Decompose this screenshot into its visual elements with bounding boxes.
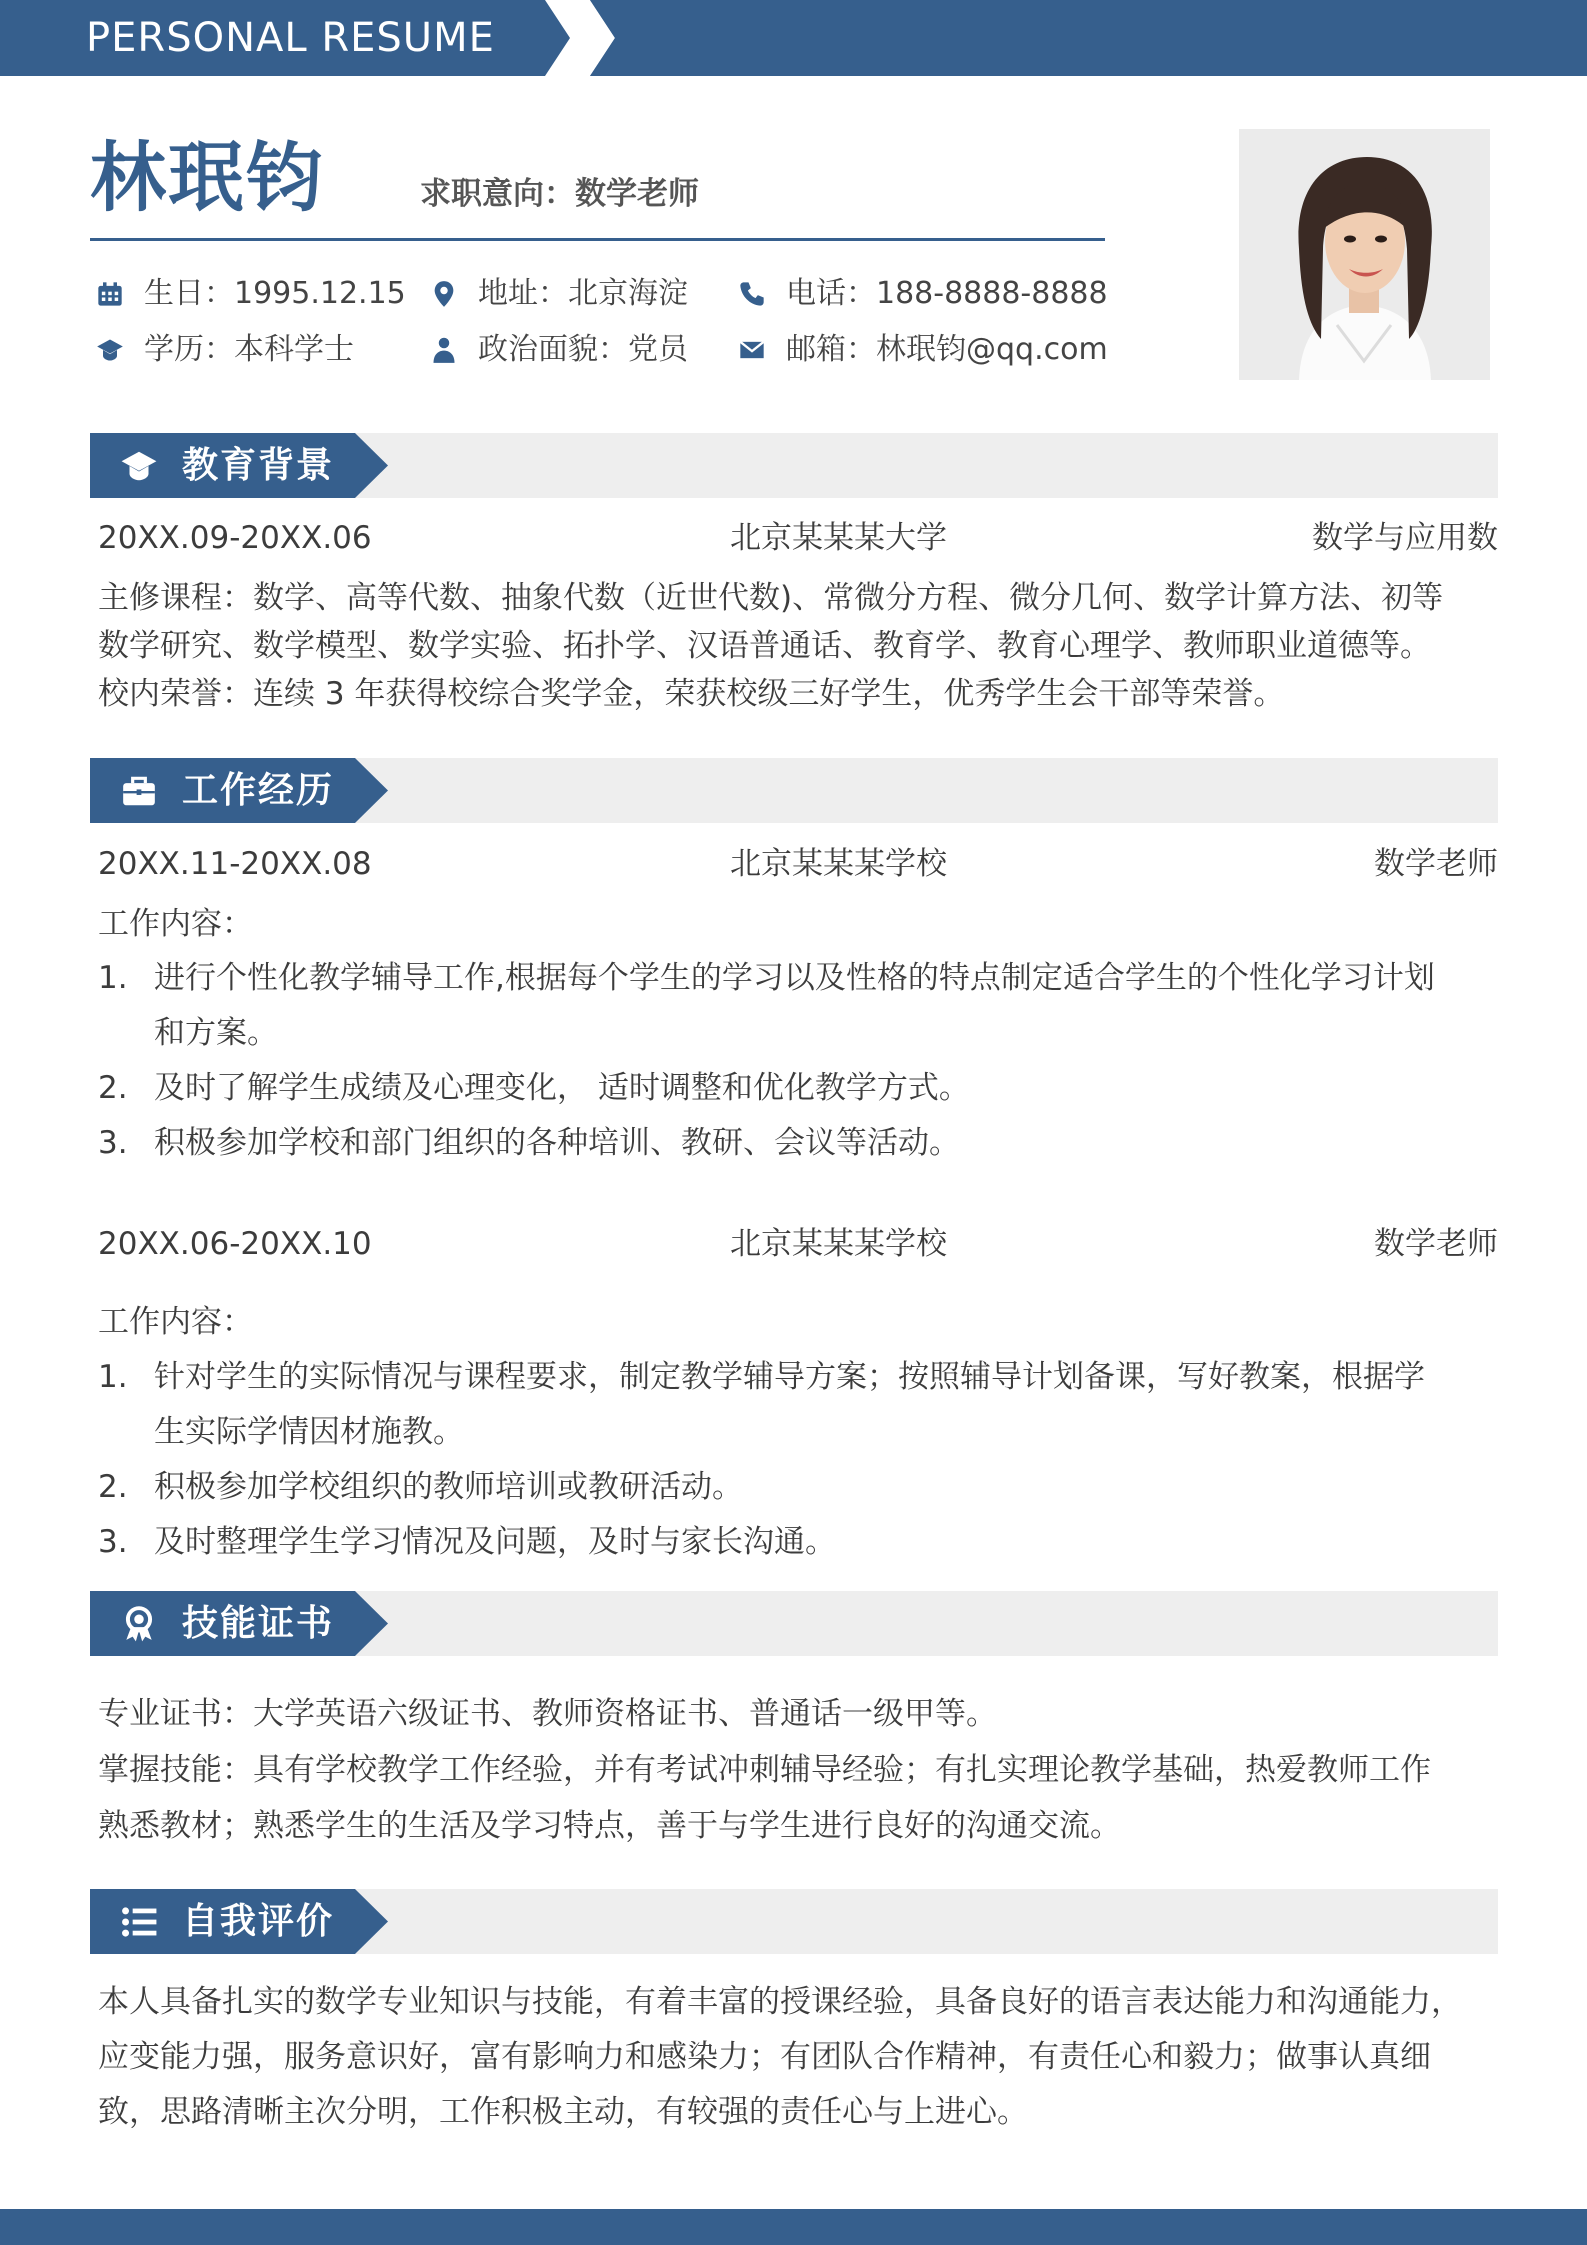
- graduation-cap-icon: [94, 334, 126, 366]
- education-line: 校内荣誉：连续 3 年获得校综合奖学金，荣获校级三好学生，优秀学生会干部等荣誉。: [98, 676, 1285, 712]
- skills-line: 掌握技能：具有学校教学工作经验，并有考试冲刺辅导经验；有扎实理论教学基础，热爱教师工作: [98, 1752, 1431, 1788]
- section-header-self-eval: [90, 1889, 1498, 1954]
- list-number: 3.: [98, 1524, 128, 1560]
- section-header-education: [90, 433, 1498, 498]
- section-title-education: 教育背景: [182, 445, 335, 486]
- list-item: [98, 1061, 1498, 1116]
- education-row: [98, 515, 1498, 561]
- section-title-work: 工作经历: [182, 770, 335, 811]
- section-header-work: [90, 758, 1498, 823]
- mail-icon: [736, 334, 768, 366]
- section-tab: [90, 758, 390, 823]
- education-period: 20XX.09-20XX.06: [98, 520, 372, 556]
- self-eval-text: [98, 1975, 1498, 2140]
- banner-title: PERSONAL RESUME: [86, 15, 495, 61]
- section-tab: [90, 433, 390, 498]
- info-politics: [428, 328, 688, 372]
- top-banner: [0, 0, 1587, 76]
- candidate-name: 林珉钧: [90, 133, 324, 222]
- education-major: 数学与应用数: [1312, 520, 1498, 556]
- info-birthday-text: 生日：1995.12.15: [144, 276, 406, 311]
- info-email-text: 邮箱：林珉钧@qq.com: [786, 332, 1108, 367]
- info-birthday: [94, 272, 406, 316]
- education-line: 数学研究、数学模型、数学实验、拓扑学、汉语普通话、教育学、教育心理学、教师职业道德等。: [98, 628, 1431, 664]
- bottom-banner: [0, 2209, 1587, 2245]
- section-title-self-eval: 自我评价: [182, 1901, 335, 1942]
- name-divider: [90, 238, 1105, 241]
- graduation-cap-icon: [120, 447, 158, 485]
- list-line: 积极参加学校和部门组织的各种培训、教研、会议等活动。: [154, 1125, 960, 1161]
- job-objective: 求职意向：数学老师: [420, 176, 699, 212]
- job-duties-list: [98, 1350, 1498, 1570]
- phone-icon: [736, 278, 768, 310]
- list-item: [98, 1350, 1498, 1460]
- job-period: 20XX.11-20XX.08: [98, 846, 372, 882]
- job-period: 20XX.06-20XX.10: [98, 1226, 372, 1262]
- list-item: [98, 1515, 1498, 1570]
- info-education: [94, 328, 354, 372]
- job-role: 数学老师: [1374, 1226, 1498, 1262]
- skills-line: 专业证书：大学英语六级证书、教师资格证书、普通话一级甲等。: [98, 1696, 997, 1732]
- calendar-icon: [94, 278, 126, 310]
- info-address-text: 地址：北京海淀: [478, 276, 688, 311]
- job-role: 数学老师: [1374, 846, 1498, 882]
- list-line: 及时整理学生学习情况及问题，及时与家长沟通。: [154, 1524, 836, 1560]
- self-eval-line: 应变能力强，服务意识好，富有影响力和感染力；有团队合作精神，有责任心和毅力；做事认真细: [98, 2039, 1431, 2075]
- section-header-skills: [90, 1591, 1498, 1656]
- job-org: 北京某某某学校: [730, 846, 947, 882]
- section-title-skills: 技能证书: [182, 1603, 335, 1644]
- list-line: 及时了解学生成绩及心理变化， 适时调整和优化教学方式。: [154, 1070, 970, 1106]
- skills-details: [98, 1686, 1498, 1854]
- list-number: 1.: [98, 960, 128, 996]
- job-org: 北京某某某学校: [730, 1226, 947, 1262]
- info-email: [736, 328, 1108, 372]
- person-icon: [428, 334, 460, 366]
- education-school: 北京某某某大学: [730, 520, 947, 556]
- list-item: [98, 1116, 1498, 1171]
- list-item: [98, 1460, 1498, 1515]
- list-line: 生实际学情因材施教。: [154, 1414, 464, 1450]
- job-row: [98, 1221, 1498, 1267]
- location-icon: [428, 278, 460, 310]
- list-icon: [120, 1903, 158, 1941]
- profile-photo: [1239, 129, 1490, 380]
- info-education-text: 学历：本科学士: [144, 332, 354, 367]
- list-line: 进行个性化教学辅导工作,根据每个学生的学习以及性格的特点制定适合学生的个性化学习计划: [154, 960, 1435, 996]
- info-politics-text: 政治面貌：党员: [478, 332, 688, 367]
- list-line: 针对学生的实际情况与课程要求，制定教学辅导方案；按照辅导计划备课，写好教案，根据学: [154, 1359, 1425, 1395]
- list-line: 积极参加学校组织的教师培训或教研活动。: [154, 1469, 743, 1505]
- skills-line: 熟悉教材；熟悉学生的生活及学习特点，善于与学生进行良好的沟通交流。: [98, 1808, 1121, 1844]
- info-phone: [736, 272, 1108, 316]
- award-icon: [120, 1605, 158, 1643]
- self-eval-line: 本人具备扎实的数学专业知识与技能，有着丰富的授课经验，具备良好的语言表达能力和沟通能力，: [98, 1984, 1462, 2020]
- info-phone-text: 电话：188-8888-8888: [786, 276, 1108, 311]
- section-tab: [90, 1889, 390, 1954]
- list-item: [98, 951, 1498, 1061]
- briefcase-icon: [120, 772, 158, 810]
- list-line: 和方案。: [154, 1015, 278, 1051]
- list-number: 2.: [98, 1469, 128, 1505]
- info-address: [428, 272, 688, 316]
- self-eval-line: 致，思路清晰主次分明，工作积极主动，有较强的责任心与上进心。: [98, 2094, 1028, 2130]
- job-row: [98, 841, 1498, 887]
- education-line: 主修课程：数学、高等代数、抽象代数（近世代数)、常微分方程、微分几何、数学计算方法、初等: [98, 580, 1444, 616]
- list-number: 3.: [98, 1125, 128, 1161]
- list-number: 1.: [98, 1359, 128, 1395]
- education-details: [98, 574, 1498, 718]
- job-duties-list: [98, 951, 1498, 1171]
- list-number: 2.: [98, 1070, 128, 1106]
- job-content-label: 工作内容：: [98, 1304, 253, 1340]
- job-content-label: 工作内容：: [98, 906, 253, 942]
- section-tab: [90, 1591, 390, 1656]
